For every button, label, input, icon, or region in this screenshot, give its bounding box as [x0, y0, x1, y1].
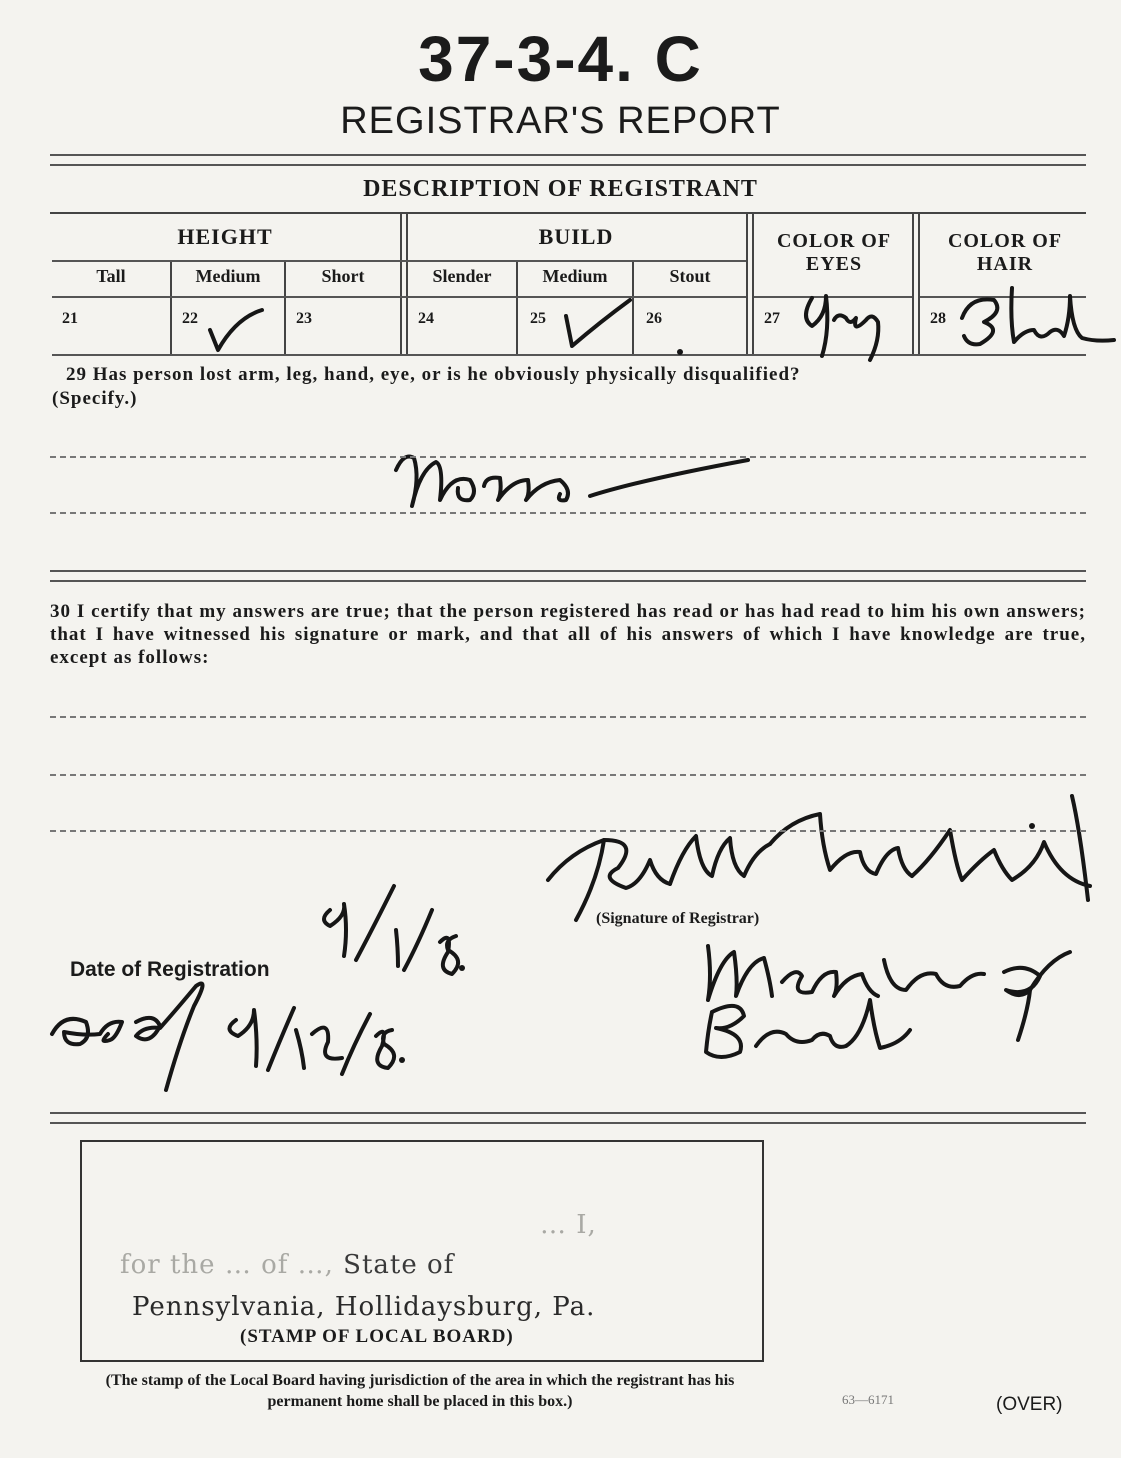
- answer-line: [50, 456, 1086, 458]
- eye-color-header: COLOR OF EYES: [776, 230, 892, 275]
- section-divider: [50, 570, 1086, 582]
- hair-color-header: COLOR OF HAIR: [947, 230, 1063, 275]
- field-26: 26: [646, 310, 662, 327]
- question-29: 29 Has person lost arm, leg, hand, eye, or is he obviously physically disqualified?: [66, 364, 801, 385]
- col-slender: Slender: [432, 266, 492, 286]
- stamp-faded-line1: … I,: [540, 1210, 597, 1240]
- registrar-title-handwriting: [706, 946, 1070, 1057]
- section-title: DESCRIPTION OF REGISTRANT: [363, 176, 758, 202]
- answer-line: [50, 512, 1086, 514]
- field-28: 28: [930, 310, 946, 327]
- medium-build-checkmark: [566, 300, 683, 355]
- exception-line: [50, 830, 1086, 832]
- over-label: (OVER): [996, 1394, 1063, 1415]
- eye-color-handwriting: [806, 296, 878, 360]
- question-29-specify: (Specify.): [52, 388, 138, 409]
- height-header: HEIGHT: [177, 224, 273, 249]
- field-21: 21: [62, 310, 78, 327]
- signature-label: (Signature of Registrar): [596, 910, 760, 927]
- form-code: 63—6171: [842, 1392, 894, 1407]
- stamp-instruction: (The stamp of the Local Board having jurisdiction of the area in which the registrant has his permanent home shall be placed in this box.): [105, 1372, 735, 1410]
- exception-line: [50, 716, 1086, 718]
- col-tall: Tall: [96, 266, 126, 286]
- as-of-date-handwriting: [52, 984, 405, 1091]
- form-title: REGISTRAR'S REPORT: [340, 100, 781, 142]
- col-medium-height: Medium: [195, 266, 261, 286]
- question-30: 30 I certify that my answers are true; that the person registered has read or has had read to him his own answers; that I have witnessed his signature or mark, and that all of his answers of which I have knowledge are true, except as follows:: [50, 601, 1086, 668]
- col-short: Short: [321, 266, 365, 286]
- stamp-faded-line2: for the … of …,: [120, 1250, 344, 1280]
- col-medium-build: Medium: [542, 266, 608, 286]
- field-25: 25: [530, 310, 546, 327]
- field-23: 23: [296, 310, 312, 327]
- serial-number: 37-3-4. C: [418, 23, 703, 95]
- build-header: BUILD: [538, 224, 614, 249]
- field-24: 24: [418, 310, 434, 327]
- hair-color-handwriting: [962, 288, 1114, 344]
- field-22: 22: [182, 310, 198, 327]
- date-of-registration-label: Date of Registration: [70, 958, 270, 981]
- stamp-location: Pennsylvania, Hollidaysburg, Pa.: [132, 1292, 596, 1322]
- medium-height-checkmark: [210, 310, 262, 350]
- col-stout: Stout: [669, 266, 711, 286]
- field-27: 27: [764, 310, 780, 327]
- disqualification-handwriting: [396, 457, 748, 507]
- registrar-signature-handwriting: [548, 796, 1090, 920]
- stamp-line2: [120, 1250, 454, 1280]
- date-handwriting: [324, 886, 465, 974]
- exception-line: [50, 774, 1086, 776]
- stamp-state-of: State of: [343, 1250, 455, 1280]
- footer-divider: [50, 1112, 1086, 1124]
- stamp-caption: (STAMP OF LOCAL BOARD): [240, 1326, 514, 1347]
